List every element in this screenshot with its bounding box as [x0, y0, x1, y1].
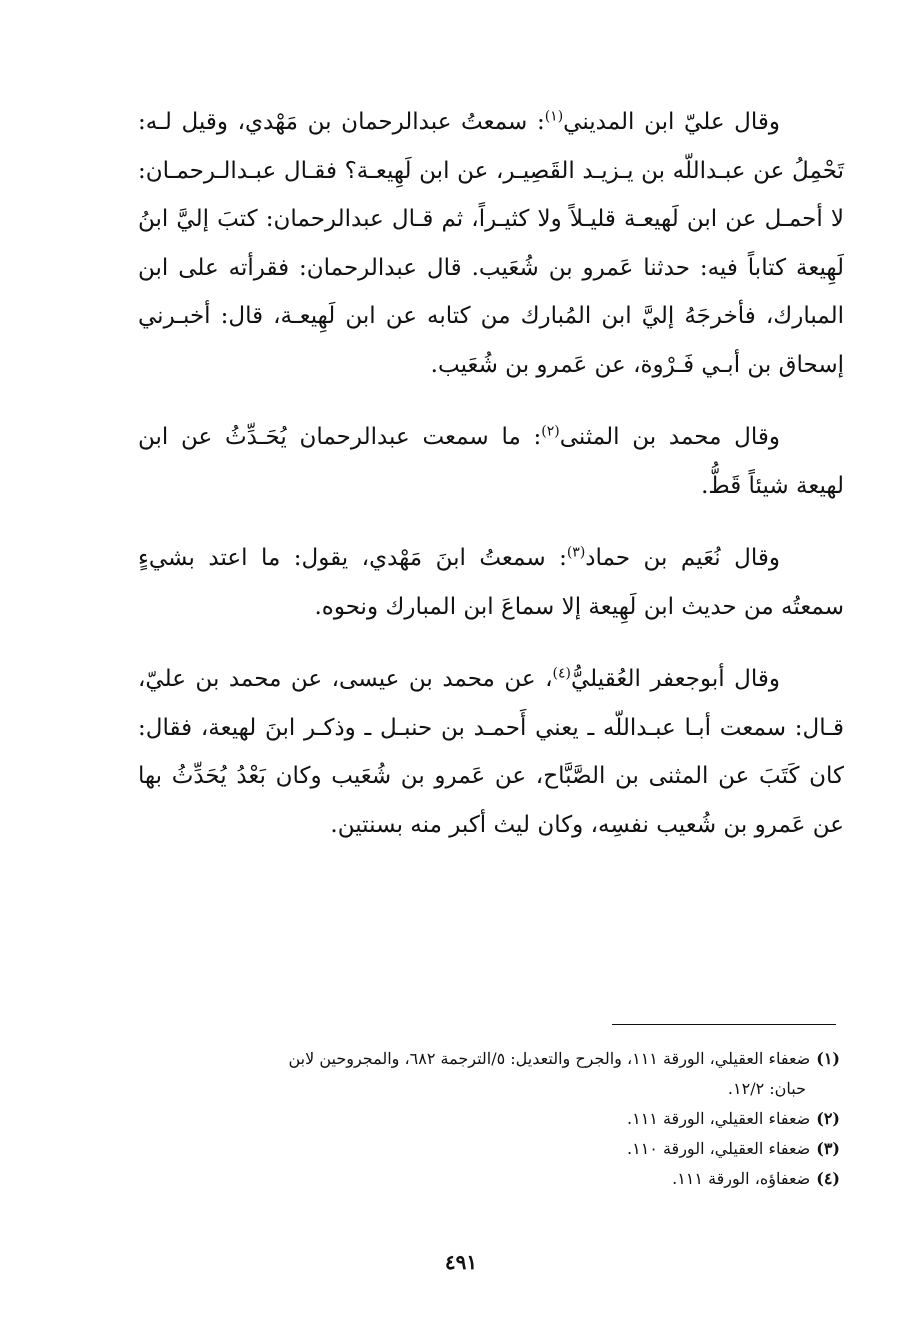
paragraph-2-lead: وقال محمد بن المثنى [559, 424, 780, 450]
paragraph-3-lead: وقال نُعَيم بن حماد [585, 545, 780, 571]
footnote-4-text: ضعفاؤه، الورقة ١١١. [672, 1169, 811, 1188]
footnote-1-number: (١) [816, 1049, 840, 1068]
footnote-ref-4: (٤) [552, 665, 571, 682]
page-number: ٤٩١ [444, 1250, 478, 1274]
footnote-ref-3: (٣) [566, 544, 586, 561]
footnote-4-number: (٤) [816, 1169, 840, 1188]
paragraph-2 [138, 413, 844, 510]
footnote-1 [136, 1044, 846, 1074]
footnote-2 [136, 1104, 846, 1134]
paragraph-3-text: : سمعتُ ابنَ مَهْدي، يقول: ما اعتد بشيءٍ سمعتُه من حديث ابن لَهِيعة إلا سماعَ ابن المبارك ونحوه. [138, 545, 844, 620]
footnote-ref-2: (٢) [541, 423, 560, 440]
footnote-4 [136, 1164, 846, 1194]
footnotes [136, 1044, 846, 1194]
paragraph-4-lead: وقال أبوجعفر العُقيليُّ [571, 666, 780, 692]
paragraph-1 [138, 98, 844, 389]
footnote-1-continuation: حبان: ١٢/٢. [727, 1079, 806, 1098]
footnote-3-text: ضعفاء العقيلي، الورقة ١١٠. [627, 1139, 811, 1158]
footnote-3 [136, 1134, 846, 1164]
footnote-ref-1: (١) [544, 108, 564, 125]
footnote-2-number: (٢) [816, 1109, 840, 1128]
paragraph-4-text: ، عن محمد بن عيسى، عن محمد بن عليّ، قـال: سمعت أبـا عبـداللّه ـ يعني أَحمـد بن حنبـل ـ وذكـر ابنَ لهيعة، فقال: كان كَتَبَ عن المثنى بن الصَّبَّاح، عن عَمرو بن شُعَيب وكان بَعْدُ يُحَدِّثُ بها عن عَمرو بن شُعيب نفسِه، وكان ليث أكبر منه بسنتين. [138, 666, 844, 838]
footnote-separator [612, 1024, 836, 1025]
footnote-2-text: ضعفاء العقيلي، الورقة ١١١. [627, 1109, 811, 1128]
paragraph-1-text: : سمعتُ عبدالرحمان بن مَهْدي، وقيل لـه: تَحْمِلُ عن عبـداللّه بن يـزيـد القَصِيـر، عن ابن لَهِيعـة؟ فقـال عبـدالـرحمـان: لا أحمـل عن ابن لَهيعـة قليـلاً ولا كثيـراً، ثم قـال عبدالرحمان: كتبَ إليَّ ابنُ لَهِيعة كتاباً فيه: حدثنا عَمرو بن شُعَيب. قال عبدالرحمان: فقرأته على ابن المبارك، فأخرجَهُ إليَّ ابن المُبارك من كتابه عن ابن لَهِيعـة، قال: أخبـرني إسحاق بن أبـي فَـرْوة، عن عَمرو بن شُعَيب. [138, 109, 844, 378]
footnote-1-text: ضعفاء العقيلي، الورقة ١١١، والجرح والتعديل: ٥/الترجمة ٦٨٢، والمجروحين لابن [288, 1049, 811, 1068]
footnote-3-number: (٣) [816, 1139, 840, 1158]
paragraph-1-lead: وقال عليّ ابن المديني [563, 109, 781, 135]
paragraph-2-text: : ما سمعت عبدالرحمان يُحَـدِّثُ عن ابن لهيعة شيئاً قَطُّ. [138, 424, 844, 499]
main-text [138, 98, 844, 873]
paragraph-3 [138, 534, 844, 631]
paragraph-4 [138, 655, 844, 849]
